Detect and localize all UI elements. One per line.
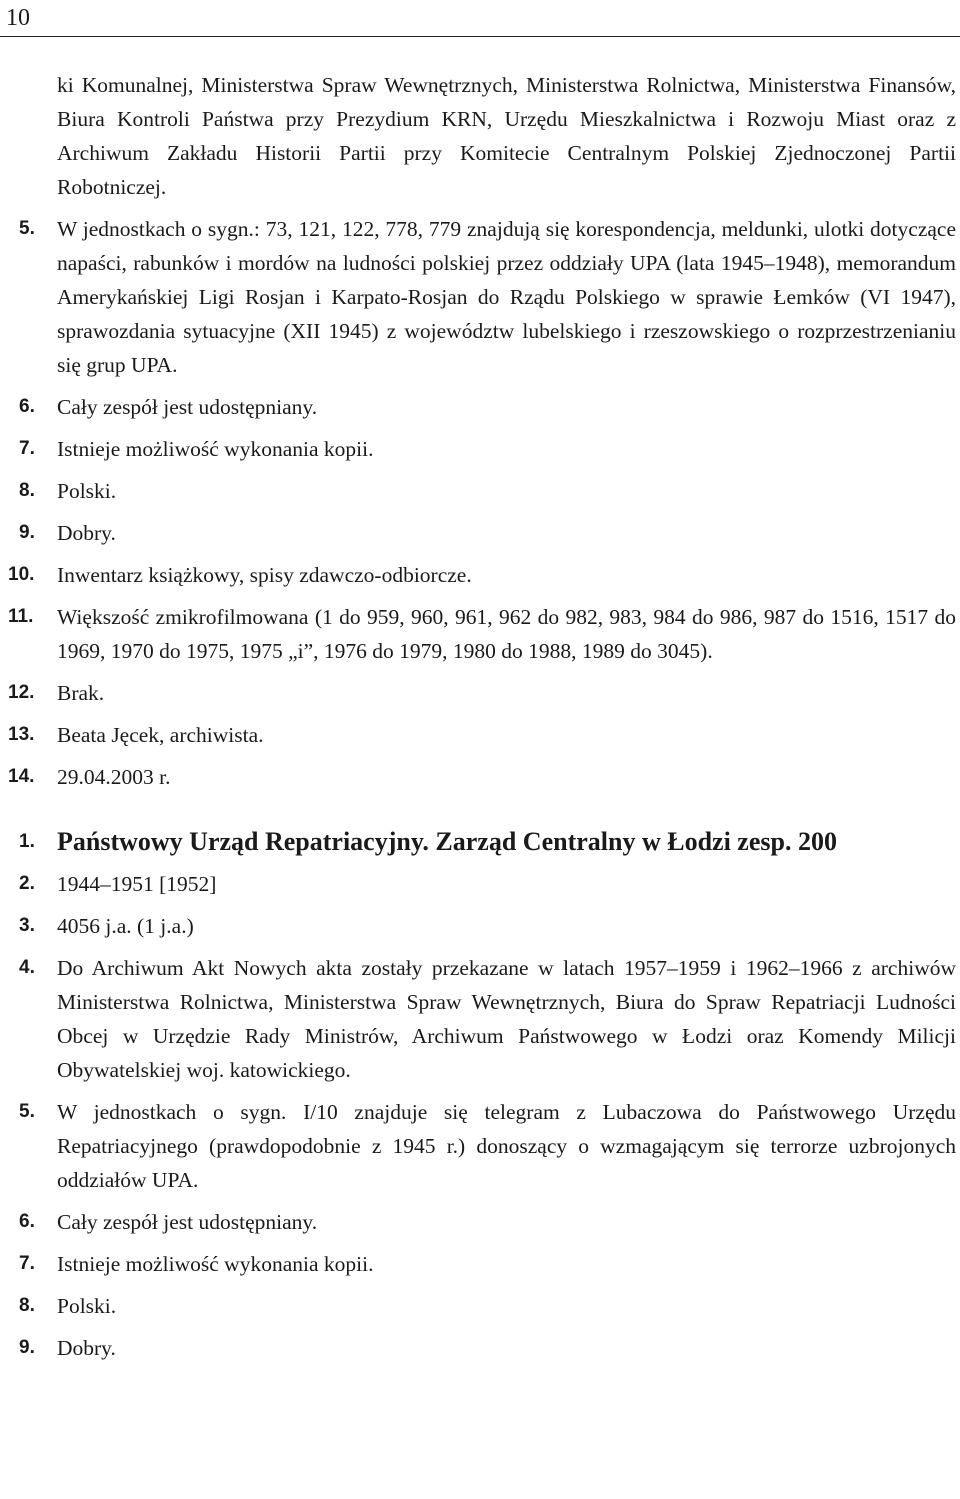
section1-item-13 bbox=[0, 718, 958, 752]
item-text: Istnieje możliwość wykonania kopii. bbox=[57, 1252, 374, 1276]
section1-intro bbox=[0, 68, 958, 204]
section1-item-6 bbox=[0, 390, 958, 424]
section2-item-8 bbox=[0, 1289, 958, 1323]
item-text: Cały zespół jest udostępniany. bbox=[57, 395, 318, 419]
section2-title bbox=[0, 824, 958, 859]
item-number: 8. bbox=[19, 1295, 35, 1316]
document-body bbox=[0, 68, 958, 1365]
header-rule bbox=[0, 36, 960, 37]
item-text: Beata Jęcek, archiwista. bbox=[57, 723, 264, 747]
section1-item-14 bbox=[0, 760, 958, 794]
item-number: 4. bbox=[19, 957, 35, 978]
item-text: Inwentarz książkowy, spisy zdawczo-odbiorcze. bbox=[57, 563, 472, 587]
item-number: 5. bbox=[19, 218, 35, 239]
item-number: 9. bbox=[19, 1337, 35, 1358]
section2-item-5 bbox=[0, 1095, 958, 1197]
item-text: 1944–1951 [1952] bbox=[57, 872, 217, 896]
item-text: Istnieje możliwość wykonania kopii. bbox=[57, 437, 374, 461]
item-number: 7. bbox=[19, 1253, 35, 1274]
item-text: Polski. bbox=[57, 1294, 117, 1318]
item-text: 4056 j.a. (1 j.a.) bbox=[57, 914, 194, 938]
item-number: 7. bbox=[19, 438, 35, 459]
section2-item-9 bbox=[0, 1331, 958, 1365]
section1-item-5 bbox=[0, 212, 958, 382]
item-number: 2. bbox=[19, 873, 35, 894]
item-number: 5. bbox=[19, 1101, 35, 1122]
section1-intro-text: ki Komunalnej, Ministerstwa Spraw Wewnętrznych, Ministerstwa Rolnictwa, Ministerstwa Finansów, Biura Kontroli Państwa przy Prezydium KRN, Urzędu Mieszkalnictwa i Rozwoju Miast oraz z Archiwum Zakładu Historii Partii przy Komitecie Centralnym Polskiej Zjednoczonej Partii Robotniczej. bbox=[57, 73, 956, 199]
section1-item-8 bbox=[0, 474, 958, 508]
item-text: 29.04.2003 r. bbox=[57, 765, 171, 789]
item-number: 11. bbox=[8, 606, 34, 627]
item-text: Dobry. bbox=[57, 1336, 116, 1360]
section2-item-3 bbox=[0, 909, 958, 943]
item-text: Większość zmikrofilmowana (1 do 959, 960, 961, 962 do 982, 983, 984 do 986, 987 do 1516, 1517 do 1969, 1970 do 1975, 1975 „i”, 1976 do 1979, 1980 do 1988, 1989 do 3045). bbox=[57, 605, 956, 663]
section2-item-7 bbox=[0, 1247, 958, 1281]
item-text: Do Archiwum Akt Nowych akta zostały przekazane w latach 1957–1959 i 1962–1966 z archiwów Ministerstwa Rolnictwa, Ministerstwa Spraw Wewnętrznych, Biura do Spraw Repatriacji Ludności Obcej w Urzędzie Rady Ministrów, Archiwum Państwowego w Łodzi oraz Komendy Milicji Obywatelskiej woj. katowickiego. bbox=[57, 956, 956, 1082]
item-text: Polski. bbox=[57, 479, 117, 503]
item-number: 6. bbox=[19, 1211, 35, 1232]
item-text: Cały zespół jest udostępniany. bbox=[57, 1210, 318, 1234]
section1-item-11 bbox=[0, 600, 958, 668]
item-number: 12. bbox=[8, 682, 35, 703]
fonds-title: Państwowy Urząd Repatriacyjny. Zarząd Centralny w Łodzi zesp. 200 bbox=[57, 827, 837, 856]
section1-item-9 bbox=[0, 516, 958, 550]
section2-item-2 bbox=[0, 867, 958, 901]
page-number: 10 bbox=[6, 5, 30, 31]
section1-item-7 bbox=[0, 432, 958, 466]
title-number: 1. bbox=[19, 831, 35, 852]
item-number: 6. bbox=[19, 396, 35, 417]
section2-item-6 bbox=[0, 1205, 958, 1239]
item-text: Brak. bbox=[57, 681, 105, 705]
section1-item-10 bbox=[0, 558, 958, 592]
item-number: 9. bbox=[19, 522, 35, 543]
section1-item-12 bbox=[0, 676, 958, 710]
item-number: 3. bbox=[19, 915, 35, 936]
item-text: W jednostkach o sygn.: 73, 121, 122, 778, 779 znajdują się korespondencja, meldunki, ulotki dotyczące napaści, rabunków i mordów na ludności polskiej przez oddziały UPA (lata 1945–1948), memorandum Amerykańskiej Ligi Rosjan i Karpato-Rosjan do Rządu Polskiego w sprawie Łemków (VI 1947), sprawozdania sytuacyjne (XII 1945) z województw lubelskiego i rzeszowskiego o rozprzestrzenianiu się grup UPA. bbox=[57, 217, 956, 377]
item-text: W jednostkach o sygn. I/10 znajduje się telegram z Lubaczowa do Państwowego Urzędu Repatriacyjnego (prawdopodobnie z 1945 r.) donoszący o wzmagającym się terrorze uzbrojonych oddziałów UPA. bbox=[57, 1100, 956, 1192]
item-number: 10. bbox=[8, 564, 35, 585]
section2-item-4 bbox=[0, 951, 958, 1087]
item-number: 14. bbox=[8, 766, 35, 787]
item-text: Dobry. bbox=[57, 521, 116, 545]
item-number: 13. bbox=[8, 724, 35, 745]
item-number: 8. bbox=[19, 480, 35, 501]
